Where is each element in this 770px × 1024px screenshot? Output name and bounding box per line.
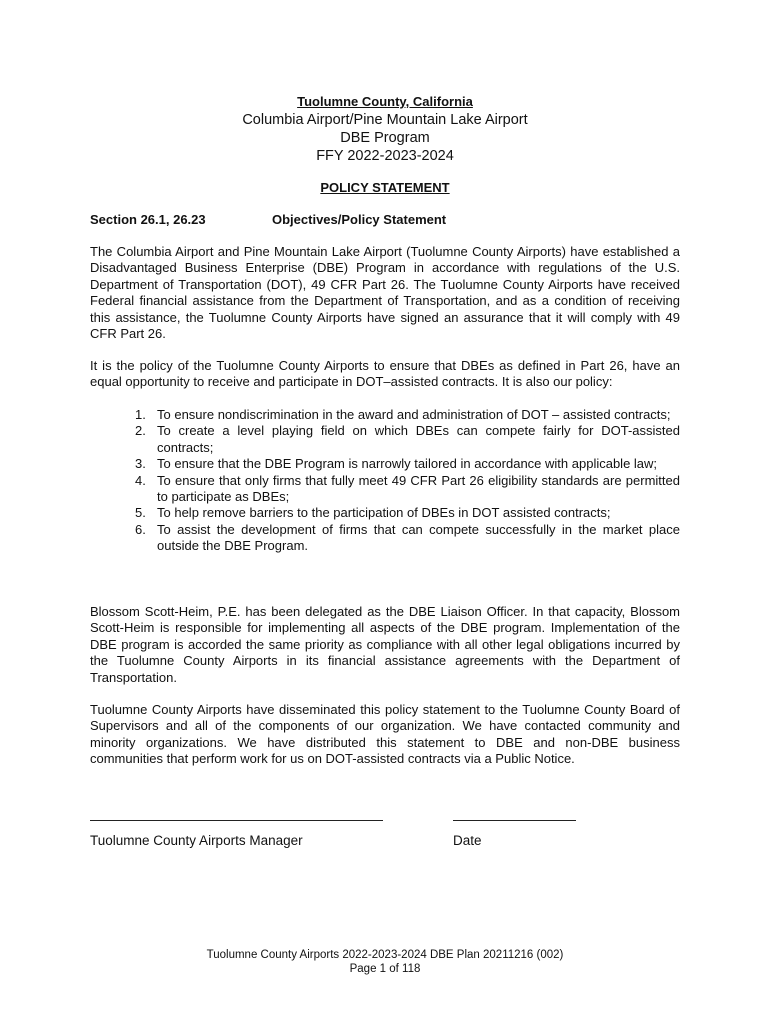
county-heading: Tuolumne County, California xyxy=(297,94,473,109)
goals-list xyxy=(135,407,680,555)
date-label: Date xyxy=(453,833,482,848)
list-item: 2. To create a level playing field on which DBEs can compete fairly for DOT-assisted contracts; xyxy=(135,423,680,455)
ffy-heading: FFY 2022-2023-2024 xyxy=(316,148,454,164)
section-title: Objectives/Policy Statement xyxy=(272,212,447,227)
footer-document-name: Tuolumne County Airports 2022-2023-2024 DBE Plan 20211216 (002) xyxy=(206,949,564,961)
list-item: 4. To ensure that only firms that fully meet 49 CFR Part 26 eligibility standards are permitted to participate as DBEs; xyxy=(135,472,680,505)
program-heading: DBE Program xyxy=(340,130,430,146)
airports-heading: Columbia Airport/Pine Mountain Lake Airport xyxy=(242,112,528,128)
paragraph-liaison: Blossom Scott-Heim, P.E. has been delegated as the DBE Liaison Officer. In that capacity, Blossom Scott-Heim is responsible for implementing all aspects of the DBE program. Implementation of the DBE program is accorded the same priority as compliance with all other legal obligations incurred by the Tuolumne County Airports in its financial assistance agreements with the Department of Transportation. xyxy=(90,604,680,685)
date-signature-line xyxy=(453,820,576,821)
list-item: 1. To ensure nondiscrimination in the award and administration of DOT – assisted contracts; xyxy=(135,407,671,422)
list-item: 3. To ensure that the DBE Program is narrowly tailored in accordance with applicable law; xyxy=(135,456,658,472)
paragraph-dissemination: Tuolumne County Airports have disseminated this policy statement to the Tuolumne County Board of Supervisors and all of the components of our organization. We have contacted community and minority organizations. We have distributed this statement to DBE and non-DBE business communities that perform work for us on DOT-assisted contracts via a Public Notice. xyxy=(90,702,680,767)
footer-page-number: Page 1 of 118 xyxy=(349,963,421,975)
manager-label: Tuolumne County Airports Manager xyxy=(90,833,303,848)
list-item: 5. To help remove barriers to the participation of DBEs in DOT assisted contracts; xyxy=(135,505,611,521)
paragraph-policy: It is the policy of the Tuolumne County Airports to ensure that DBEs as defined in Part 26, have an equal opportunity to receive and participate in DOT–assisted contracts. It is also our policy: xyxy=(90,358,680,390)
list-item: 6. To assist the development of firms that can compete successfully in the market place outside the DBE Program. xyxy=(135,521,680,554)
manager-signature-line xyxy=(90,820,383,821)
policy-statement-heading: POLICY STATEMENT xyxy=(320,180,450,195)
paragraph-intro: The Columbia Airport and Pine Mountain Lake Airport (Tuolumne County Airports) have established a Disadvantaged Business Enterprise (DBE) Program in accordance with regulations of the U.S. Department of Transportation (DOT), 49 CFR Part 26. The Tuolumne County Airports have received Federal financial assistance from the Department of Transportation, and as a condition of receiving this assistance, the Tuolumne County Airports have signed an assurance that it will comply with 49 CFR Part 26. xyxy=(90,244,680,342)
section-number: Section 26.1, 26.23 xyxy=(90,212,206,227)
